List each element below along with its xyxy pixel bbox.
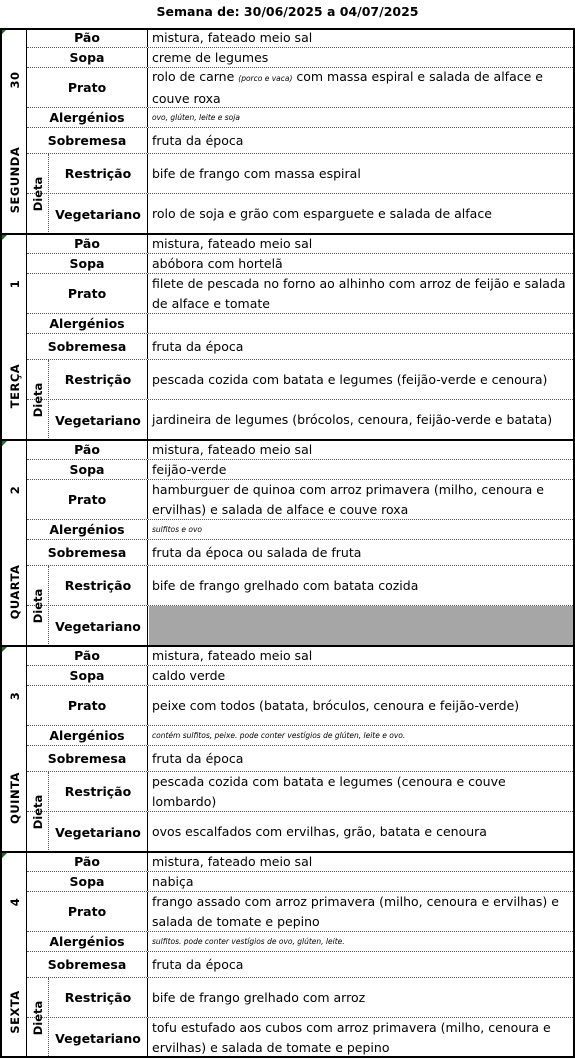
value-prato: hamburguer de quinoa com arroz primavera (milho, cenoura e ervilhas) e salada de alface e couve roxa (152, 481, 544, 517)
value-alergenios (149, 314, 573, 333)
row-restricao (27, 566, 573, 606)
row-sopa (27, 48, 573, 68)
day-number: 30 (8, 71, 22, 89)
value-prato: frango assado com arroz primavera (milho, cenoura e ervilhas) e salada de tomate e pepino (152, 893, 559, 929)
label-pao: Pão (27, 440, 148, 459)
label-pao: Pão (27, 234, 148, 253)
value-restricao: pescada cozida com batata e legumes (cenoura e couve lombardo) (152, 773, 506, 809)
label-dieta: Dieta (31, 1000, 45, 1036)
value-sopa: creme de legumes (152, 49, 269, 65)
label-sobremesa: Sobremesa (27, 540, 148, 565)
value-vegetariano: rolo de soja e grão com esparguete e salada de alface (152, 206, 492, 221)
value-restricao: bife de frango grelhado com arroz (152, 989, 366, 1005)
prato-part-b: com massa espiral e salada de alface e couve roxa (152, 68, 543, 106)
label-restricao: Restrição (49, 566, 148, 605)
row-pao (27, 852, 573, 872)
label-vegetariano: Vegetariano (49, 400, 148, 440)
row-restricao (27, 360, 573, 400)
row-sopa (27, 666, 573, 686)
day-number: 2 (8, 485, 22, 495)
row-prato (27, 686, 573, 726)
value-sobremesa: fruta da época (152, 956, 244, 972)
row-restricao (27, 154, 573, 194)
dieta-box (27, 360, 49, 440)
day-separator (0, 851, 575, 853)
day-block-terca (0, 234, 575, 440)
day-column (0, 852, 27, 1058)
value-pao: mistura, fateado meio sal (152, 29, 313, 45)
day-name: TERÇA (8, 363, 22, 409)
label-pao: Pão (27, 646, 148, 665)
row-alergenios (27, 932, 573, 952)
row-sobremesa (27, 334, 573, 360)
label-vegetariano: Vegetariano (49, 194, 148, 234)
row-pao (27, 646, 573, 666)
value-vegetariano: tofu estufado aos cubos com arroz primavera (milho, cenoura e ervilhas) e salada de tomate e pepino (152, 1020, 551, 1055)
row-vegetariano (27, 606, 573, 646)
value-sopa: caldo verde (152, 667, 226, 683)
label-prato: Prato (27, 686, 148, 725)
row-prato (27, 480, 573, 520)
row-sobremesa (27, 746, 573, 772)
label-pao: Pão (27, 28, 148, 47)
value-pao: mistura, fateado meio sal (152, 853, 313, 869)
value-alergenios: sulfitos e ovo (152, 524, 203, 534)
value-restricao: bife de frango com massa espiral (152, 165, 361, 181)
day-name: SEGUNDA (8, 146, 22, 214)
row-sobremesa (27, 540, 573, 566)
value-sopa: feijão-verde (152, 461, 227, 477)
label-restricao: Restrição (49, 360, 148, 399)
label-sopa: Sopa (27, 254, 148, 273)
day-block-quinta (0, 646, 575, 852)
row-vegetariano (27, 194, 573, 234)
label-sopa: Sopa (27, 48, 148, 67)
prato-part-a: rolo de carne (152, 68, 235, 84)
day-separator (0, 233, 575, 235)
label-pao: Pão (27, 852, 148, 871)
row-pao (27, 440, 573, 460)
label-sopa: Sopa (27, 666, 148, 685)
row-sopa (27, 460, 573, 480)
dieta-box (27, 978, 49, 1058)
label-sobremesa: Sobremesa (27, 746, 148, 771)
row-alergenios (27, 726, 573, 746)
row-restricao (27, 978, 573, 1018)
label-vegetariano: Vegetariano (49, 1018, 148, 1058)
value-alergenios: sulfitos. pode conter vestígios de ovo, glúten, leite. (152, 936, 345, 946)
corner-marker (2, 28, 8, 34)
value-prato: peixe com todos (batata, bróculos, cenoura e feijão-verde) (152, 697, 520, 713)
label-prato: Prato (27, 274, 148, 313)
dieta-box (27, 772, 49, 852)
day-column (0, 440, 27, 646)
label-dieta: Dieta (31, 588, 45, 624)
row-vegetariano (27, 400, 573, 440)
row-sobremesa (27, 952, 573, 978)
value-alergenios: ovo, glúten, leite e soja (152, 112, 240, 122)
label-restricao: Restrição (49, 154, 148, 193)
label-sobremesa: Sobremesa (27, 334, 148, 359)
value-alergenios: contém sulfitos, peixe. pode conter vestígios de glúten, leite e ovo. (152, 730, 406, 740)
value-vegetariano (149, 606, 573, 646)
row-vegetariano (27, 812, 573, 852)
day-block-quarta (0, 440, 575, 646)
value-sobremesa: fruta da época (152, 132, 244, 148)
value-sobremesa: fruta da época (152, 338, 244, 354)
row-vegetariano (27, 1018, 573, 1058)
day-number: 4 (8, 897, 22, 907)
value-vegetariano: jardineira de legumes (brócolos, cenoura, feijão-verde e batata) (152, 412, 553, 427)
row-prato (27, 892, 573, 932)
day-block-segunda (0, 28, 575, 234)
value-restricao: bife de frango grelhado com batata cozida (152, 577, 419, 593)
day-number: 1 (8, 279, 22, 289)
label-sobremesa: Sobremesa (27, 128, 148, 153)
label-prato: Prato (27, 480, 148, 519)
row-sopa (27, 254, 573, 274)
row-sobremesa (27, 128, 573, 154)
value-prato (149, 68, 573, 107)
row-pao (27, 28, 573, 48)
value-restricao: pescada cozida com batata e legumes (feijão-verde e cenoura) (152, 371, 548, 387)
value-sobremesa: fruta da época (152, 750, 244, 766)
value-sopa: nabiça (152, 873, 194, 889)
dieta-box (27, 154, 49, 234)
label-prato: Prato (27, 892, 148, 931)
dieta-box (27, 566, 49, 646)
label-dieta: Dieta (31, 176, 45, 212)
row-prato (27, 68, 573, 108)
prato-note: (porco e vaca) (238, 73, 293, 83)
label-alergenios: Alergénios (27, 520, 148, 539)
row-prato (27, 274, 573, 314)
label-prato: Prato (27, 68, 148, 107)
day-column (0, 646, 27, 852)
value-pao: mistura, fateado meio sal (152, 647, 313, 663)
day-block-sexta (0, 852, 575, 1058)
row-pao (27, 234, 573, 254)
row-restricao (27, 772, 573, 812)
row-alergenios (27, 520, 573, 540)
value-vegetariano: ovos escalfados com ervilhas, grão, batata e cenoura (152, 824, 487, 839)
label-dieta: Dieta (31, 382, 45, 418)
label-restricao: Restrição (49, 772, 148, 811)
label-sobremesa: Sobremesa (27, 952, 148, 977)
label-vegetariano: Vegetariano (49, 812, 148, 852)
value-sopa: abóbora com hortelã (152, 255, 283, 271)
label-vegetariano: Vegetariano (49, 606, 148, 646)
day-column (0, 28, 27, 234)
value-pao: mistura, fateado meio sal (152, 235, 313, 251)
day-number: 3 (8, 691, 22, 701)
label-alergenios: Alergénios (27, 108, 148, 127)
label-sopa: Sopa (27, 460, 148, 479)
value-prato: filete de pescada no forno ao alhinho com arroz de feijão e salada de alface e tomate (152, 275, 566, 311)
day-separator (0, 645, 575, 647)
label-alergenios: Alergénios (27, 932, 148, 951)
row-alergenios (27, 314, 573, 334)
label-restricao: Restrição (49, 978, 148, 1017)
value-sobremesa: fruta da época ou salada de fruta (152, 544, 362, 560)
row-sopa (27, 872, 573, 892)
row-alergenios (27, 108, 573, 128)
day-separator (0, 439, 575, 441)
page-title: Semana de: 30/06/2025 a 04/07/2025 (156, 4, 419, 19)
label-dieta: Dieta (31, 794, 45, 830)
day-name: QUINTA (8, 772, 22, 824)
value-pao: mistura, fateado meio sal (152, 441, 313, 457)
prato-text (152, 67, 570, 109)
day-name: QUARTA (8, 564, 22, 620)
label-alergenios: Alergénios (27, 314, 148, 333)
day-column (0, 234, 27, 440)
label-sopa: Sopa (27, 872, 148, 891)
label-alergenios: Alergénios (27, 726, 148, 745)
day-name: SEXTA (8, 990, 22, 1034)
